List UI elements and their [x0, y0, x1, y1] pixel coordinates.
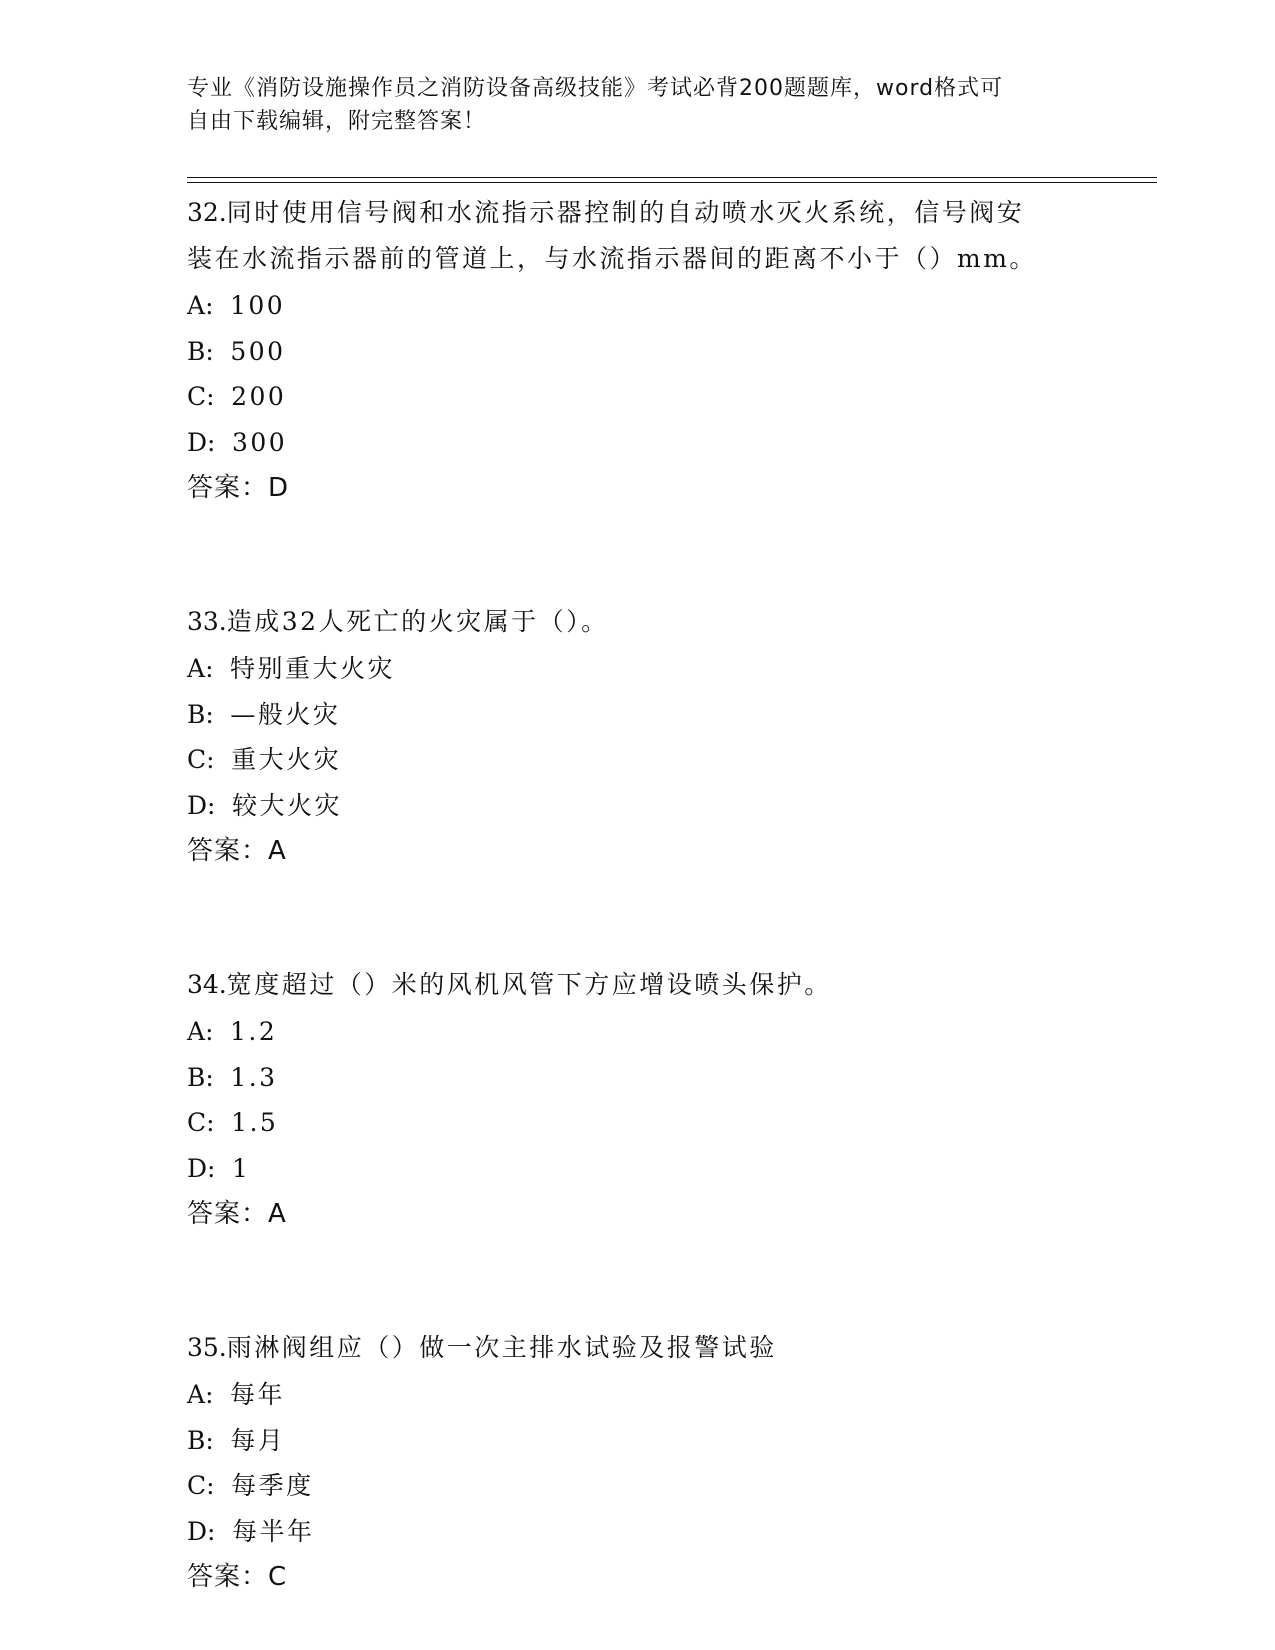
answer-label: 答案：	[187, 1199, 269, 1229]
option-a: A: 特别重大火灾	[187, 654, 396, 683]
question-spacer	[187, 511, 1087, 599]
option-c: C: 每季度	[187, 1471, 314, 1500]
answer-value: D	[268, 473, 290, 503]
question-32	[187, 190, 1087, 511]
option-b: B: 每月	[187, 1425, 286, 1455]
option-b: B: 1.3	[187, 1062, 278, 1092]
question-35	[187, 1325, 1087, 1600]
option-a: A: 1.2	[187, 1017, 278, 1046]
header-line-2: 自由下载编辑，附完整答案！	[187, 109, 487, 134]
question-text-line-1: 同时使用信号阀和水流指示器控制的自动喷水灭火系统，信号阀安	[226, 198, 1025, 227]
answer-label: 答案：	[187, 473, 269, 503]
header-divider-top	[187, 177, 1157, 178]
option-d: D: 1	[187, 1153, 251, 1183]
option-c: C: 1.5	[187, 1108, 279, 1137]
answer-line	[187, 828, 1087, 874]
question-stem	[187, 962, 1087, 1008]
question-number: 35.	[187, 1333, 227, 1362]
option-a: A: 100	[187, 291, 286, 320]
question-stem	[187, 190, 1087, 282]
answer-value: C	[268, 1562, 288, 1592]
header-line-1: 专业《消防设施操作员之消防设备高级技能》考试必背200题题库，word格式可	[187, 76, 1004, 101]
question-number: 34.	[187, 970, 227, 999]
question-spacer	[187, 874, 1087, 962]
question-spacer	[187, 1237, 1087, 1325]
option-c: C: 重大火灾	[187, 745, 342, 774]
answer-line	[187, 1191, 1087, 1237]
question-33	[187, 599, 1087, 874]
answer-label: 答案：	[187, 1562, 269, 1592]
question-number: 33.	[187, 607, 227, 636]
option-a: A: 每年	[187, 1380, 286, 1409]
question-text-line-1: 造成32人死亡的火灾属于（）。	[226, 607, 609, 636]
question-text-line-1: 宽度超过（）米的风机风管下方应增设喷头保护。	[226, 970, 832, 999]
question-stem	[187, 599, 1087, 645]
question-list	[187, 190, 1087, 1600]
question-text-line-1: 雨淋阀组应（）做一次主排水试验及报警试验	[226, 1333, 777, 1362]
header-divider-bottom	[187, 182, 1157, 183]
answer-value: A	[268, 836, 287, 866]
question-text-line-2: 装在水流指示器前的管道上，与水流指示器间的距离不小于（）mm。	[187, 244, 1037, 273]
option-b: B: 500	[187, 336, 286, 366]
question-stem	[187, 1325, 1087, 1371]
answer-label: 答案：	[187, 836, 269, 866]
page-header	[187, 72, 1067, 138]
option-c: C: 200	[187, 382, 287, 411]
answer-value: A	[268, 1199, 287, 1229]
option-d: D: 较大火灾	[187, 790, 342, 820]
answer-line	[187, 1554, 1087, 1600]
question-number: 32.	[187, 198, 227, 227]
option-b: B: —般火灾	[187, 699, 341, 729]
option-d: D: 每半年	[187, 1516, 315, 1546]
option-d: D: 300	[187, 427, 288, 457]
question-34	[187, 962, 1087, 1237]
answer-line	[187, 465, 1087, 511]
